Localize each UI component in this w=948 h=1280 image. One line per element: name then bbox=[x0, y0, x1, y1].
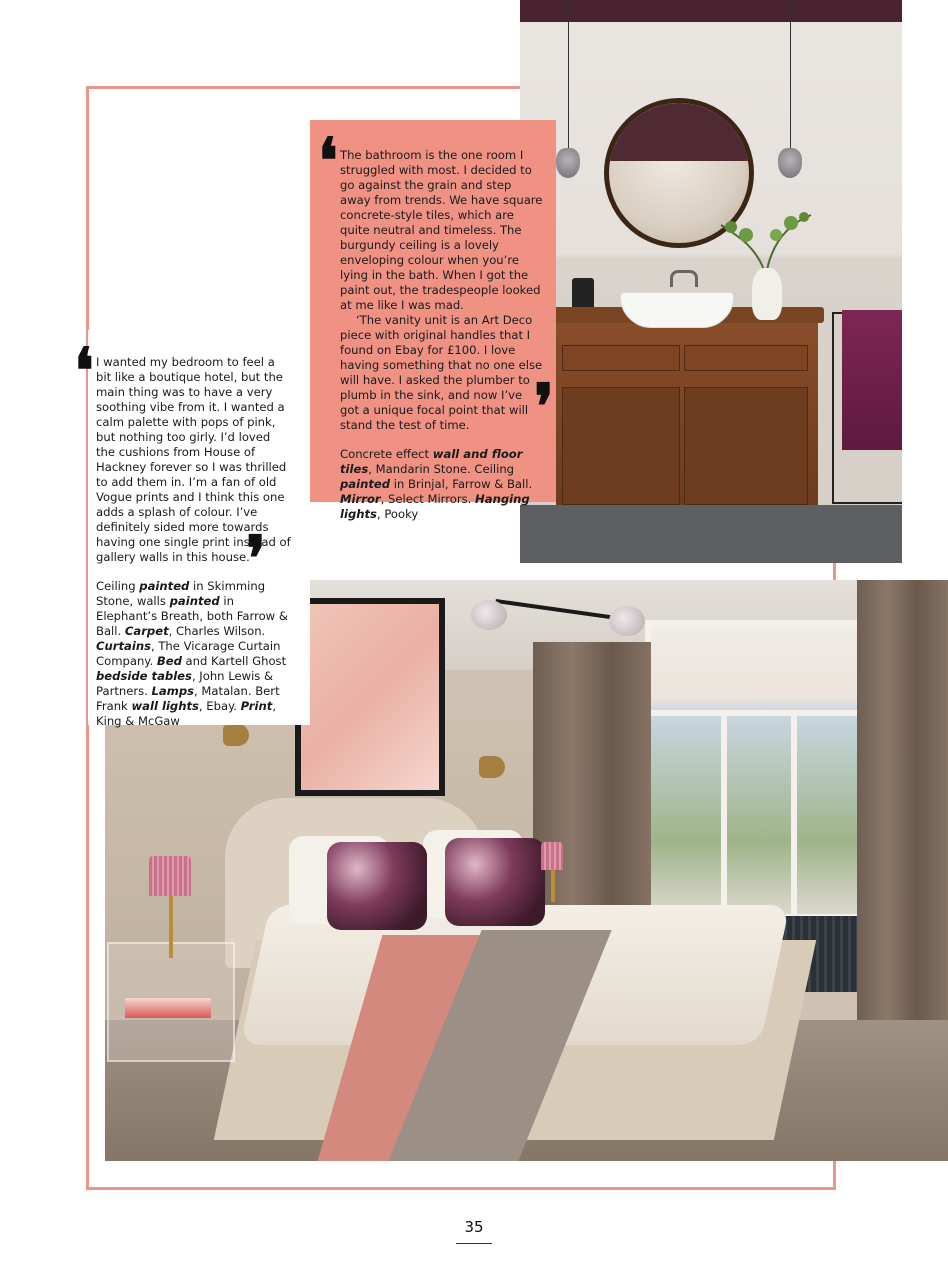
wall-light bbox=[479, 756, 505, 778]
towel bbox=[842, 310, 902, 450]
bedroom-credits: Ceiling painted in Skimming Stone, walls painted in Elephant’s Breath, both Farrow & Ball. Carpet, Charles Wilson. Curtains, The Vicarage Curtain Company. Bed and Kartell Ghost bedside tables, John Lewis & Partners. Lamps, Matalan. Bert Frank wall lights, Ebay. Print, King & McGaw bbox=[96, 579, 288, 728]
bathroom-quote-para1: The bathroom is the one room I struggled with most. I decided to go against the grain and step away from trends. We have square concrete-style tiles, which are quite neutral and timeless. The burgundy ceiling is a lovely enveloping colour when you’re lying in the bath. When I got the paint out, the tradespeople looked at me like I was mad. bbox=[340, 148, 543, 312]
bathroom-quote-para2: ‘The vanity unit is an Art Deco piece with original handles that I found on Ebay for £100. I love having something that no one else will have. I asked the plumber to plumb in the sink, and now I’ve got a unique focal point that will stand the test of time. bbox=[340, 313, 543, 432]
curtain-right bbox=[857, 580, 948, 1025]
close-quote-icon: ❜ bbox=[246, 522, 266, 595]
window bbox=[645, 620, 867, 920]
floral-cushion bbox=[327, 842, 427, 930]
pendant-light bbox=[778, 148, 802, 178]
books bbox=[125, 998, 211, 1018]
vogue-print bbox=[295, 598, 445, 796]
ceiling-light-globe bbox=[471, 600, 507, 630]
pendant-cord bbox=[568, 0, 569, 150]
page-number-rule bbox=[456, 1243, 492, 1244]
plant-sprig bbox=[716, 205, 816, 277]
pendant-cord bbox=[790, 0, 791, 150]
fringed-lamp bbox=[541, 842, 563, 870]
art-deco-vanity bbox=[556, 315, 818, 515]
pendant-light bbox=[556, 148, 580, 178]
wall-tap bbox=[670, 270, 698, 287]
bedroom-quote-para1: I wanted my bedroom to feel a bit like a boutique hotel, but the main thing was to have a very soothing vibe from it. I wanted a calm palette with pops of pink, but nothing too girly. I’d loved the cushions from House of Hackney forever so I was thrilled to add them in. I’m a fan of old Vogue prints and I think this one adds a splash of colour. I’ve definitely sided more towards having one single print instead of gallery walls in this house. bbox=[96, 355, 291, 564]
burgundy-ceiling bbox=[520, 0, 902, 22]
page-number: 35 bbox=[464, 1218, 484, 1236]
floral-cushion bbox=[445, 838, 545, 926]
bathroom-credits: Concrete effect wall and floor tiles, Mandarin Stone. Ceiling painted in Brinjal, Farrow & Ball. Mirror, Select Mirrors. Hanging lights, Pooky bbox=[340, 447, 533, 521]
bathroom-photo bbox=[520, 0, 902, 563]
fringed-lamp bbox=[149, 856, 191, 896]
ceiling-light-globe bbox=[609, 606, 645, 636]
bathroom-quote-box bbox=[310, 120, 556, 521]
vase bbox=[752, 268, 782, 320]
close-quote-icon: ❜ bbox=[534, 370, 554, 443]
open-quote-icon: ❛ bbox=[74, 334, 94, 407]
tiled-floor bbox=[520, 505, 902, 563]
basin bbox=[620, 292, 734, 328]
open-quote-icon: ❛ bbox=[318, 124, 338, 197]
